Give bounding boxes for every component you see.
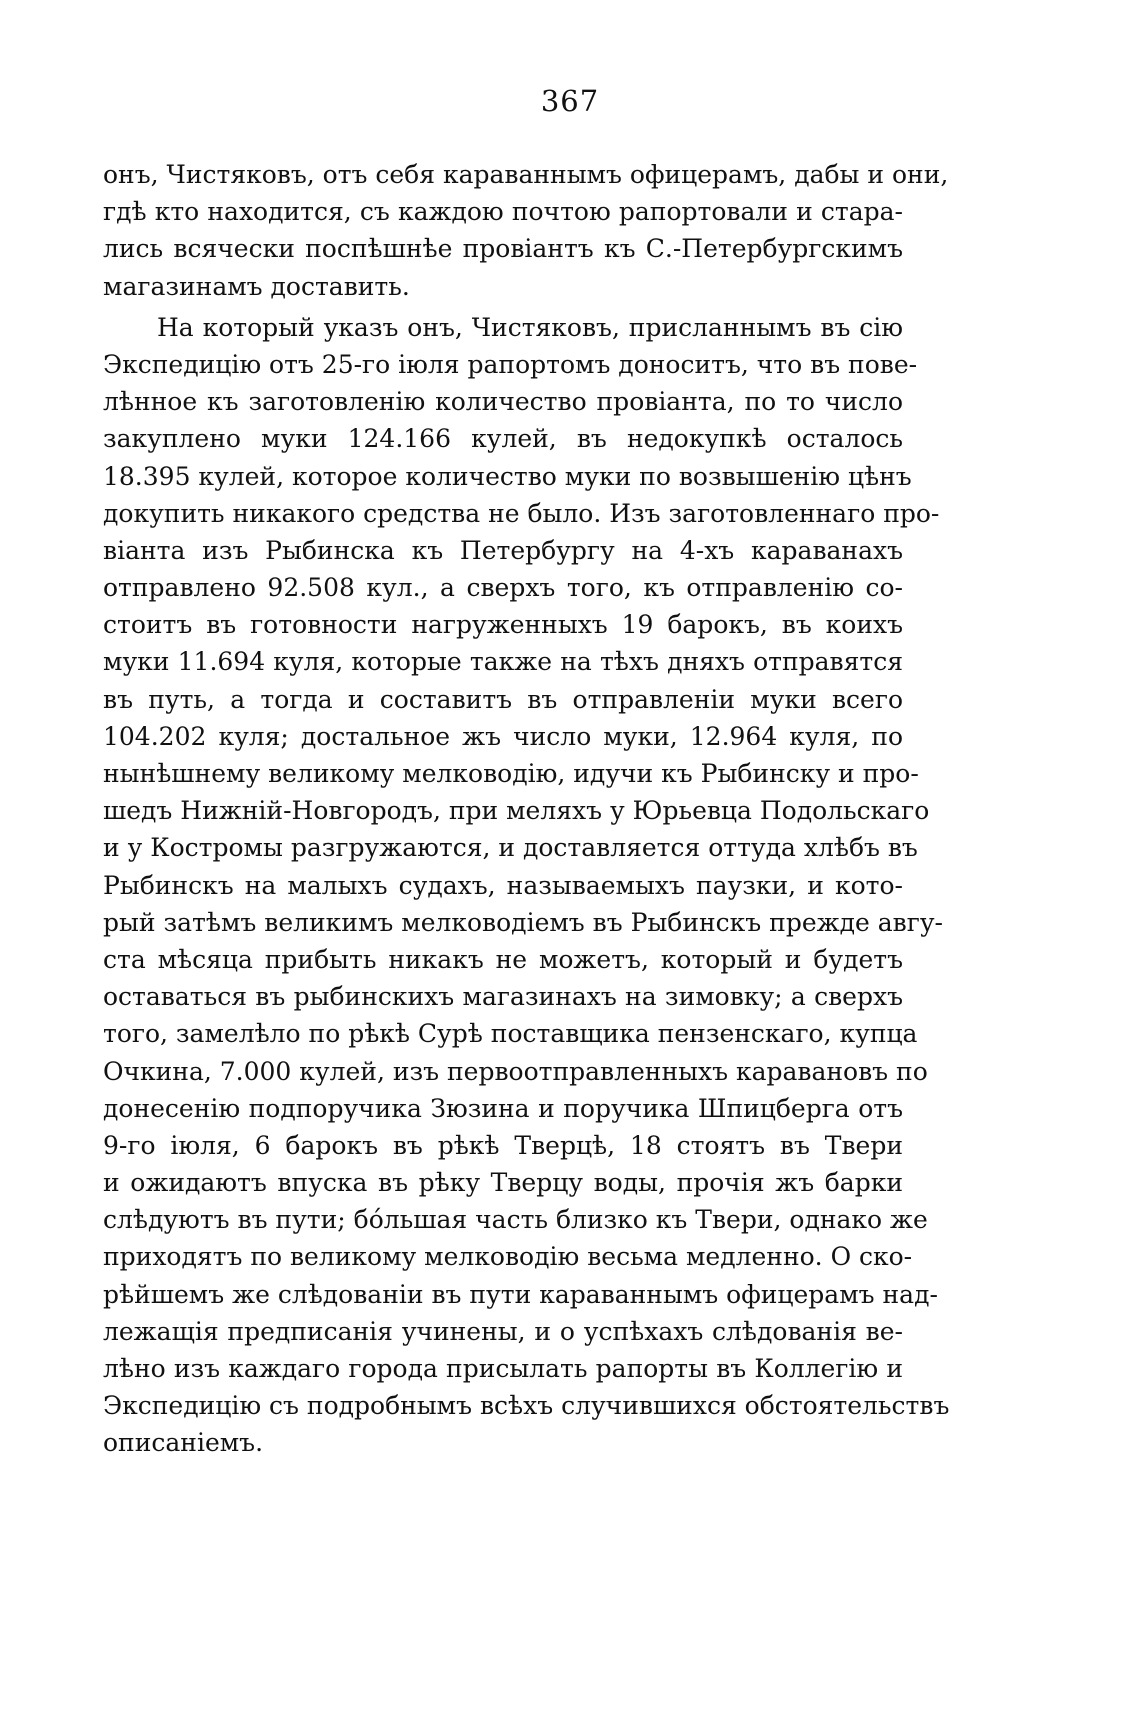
text-line: Рыбинскъ на малыхъ судахъ, называемыхъ паузки, и кото- (103, 870, 903, 900)
text-line: Экспедицію съ подробнымъ всѣхъ случившихся обстоятельствъ (103, 1391, 950, 1421)
text-line: 18.395 кулей, которое количество муки по возвышенію цѣнъ (103, 461, 912, 491)
text-line: описаніемъ. (103, 1428, 264, 1458)
text-line: 9-го іюля, 6 барокъ въ рѣкѣ Тверцѣ, 18 стоятъ въ Твери (103, 1130, 903, 1160)
text-line: того, замелѣло по рѣкѣ Сурѣ поставщика пензенскаго, купца (103, 1019, 918, 1049)
text-line: въ путь, а тогда и составитъ въ отправленіи муки всего (103, 684, 903, 714)
paragraph-1 (103, 156, 949, 305)
text-line: оставаться въ рыбинскихъ магазинахъ на зимовку; а сверхъ (103, 982, 903, 1012)
text-line: стоитъ въ готовности нагруженныхъ 19 барокъ, въ коихъ (103, 610, 903, 640)
text-line: гдѣ кто находится, съ каждою почтою рапортовали и стара- (103, 197, 903, 227)
text-line: и ожидаютъ впуска въ рѣку Тверцу воды, прочія жъ барки (103, 1168, 903, 1198)
text-line: отправлено 92.508 кул., а сверхъ того, къ отправленію со- (103, 573, 903, 603)
paragraph-2 (103, 309, 950, 1462)
text-line: лѣно изъ каждаго города присылать рапорты въ Коллегію и (103, 1354, 903, 1383)
text-line: рѣйшемъ же слѣдованіи въ пути караваннымъ офицерамъ над- (103, 1279, 938, 1309)
text-line: приходятъ по великому мелководію весьма медленно. О ско- (103, 1242, 913, 1272)
text-line: лѣнное къ заготовленію количество провіанта, по то число (103, 387, 903, 417)
text-line: шедъ Нижній-Новгородъ, при меляхъ у Юрьевца Подольскаго (103, 796, 930, 826)
text-line: рый затѣмъ великимъ мелководіемъ въ Рыбинскъ прежде авгу- (103, 907, 943, 937)
text-line: На который указъ онъ, Чистяковъ, присланнымъ въ сію (157, 312, 903, 342)
text-line: лежащія предписанія учинены, и о успѣхахъ слѣдованія ве- (103, 1316, 903, 1346)
text-line: магазинамъ доставить. (103, 271, 410, 301)
text-line: донесенію подпоручика Зюзина и поручика Шпицберга отъ (103, 1093, 903, 1123)
text-line: докупить никакого средства не было. Изъ заготовленнаго про- (103, 498, 940, 528)
text-line: Экспедицію отъ 25-го іюля рапортомъ доноситъ, что въ пове- (103, 349, 918, 379)
text-line: муки 11.694 куля, которые также на тѣхъ дняхъ отправятся (103, 647, 903, 677)
page-number: 367 (540, 84, 600, 118)
body-text (103, 156, 950, 1462)
text-line: 104.202 куля; достальное жъ число муки, 12.964 куля, по (103, 721, 903, 751)
text-line: Очкина, 7.000 кулей, изъ первоотправленныхъ каравановъ по (103, 1056, 928, 1086)
text-line: закуплено муки 124.166 кулей, въ недокупкѣ осталось (103, 424, 903, 454)
text-line: лись всячески поспѣшнѣе провіантъ къ С.-Петербургскимъ (103, 234, 903, 264)
text-line: и у Костромы разгружаются, и доставляется оттуда хлѣбъ въ (103, 833, 918, 863)
text-line: віанта изъ Рыбинска къ Петербургу на 4-хъ караванахъ (103, 535, 903, 565)
text-line: ста мѣсяца прибыть никакъ не можетъ, который и будетъ (103, 944, 903, 974)
text-line: онъ, Чистяковъ, отъ себя караваннымъ офицерамъ, дабы и они, (103, 160, 949, 189)
text-line: слѣдуютъ въ пути; бо́льшая часть близко къ Твери, однако же (103, 1205, 928, 1235)
text-line: нынѣшнему великому мелководію, идучи къ Рыбинску и про- (103, 759, 919, 788)
